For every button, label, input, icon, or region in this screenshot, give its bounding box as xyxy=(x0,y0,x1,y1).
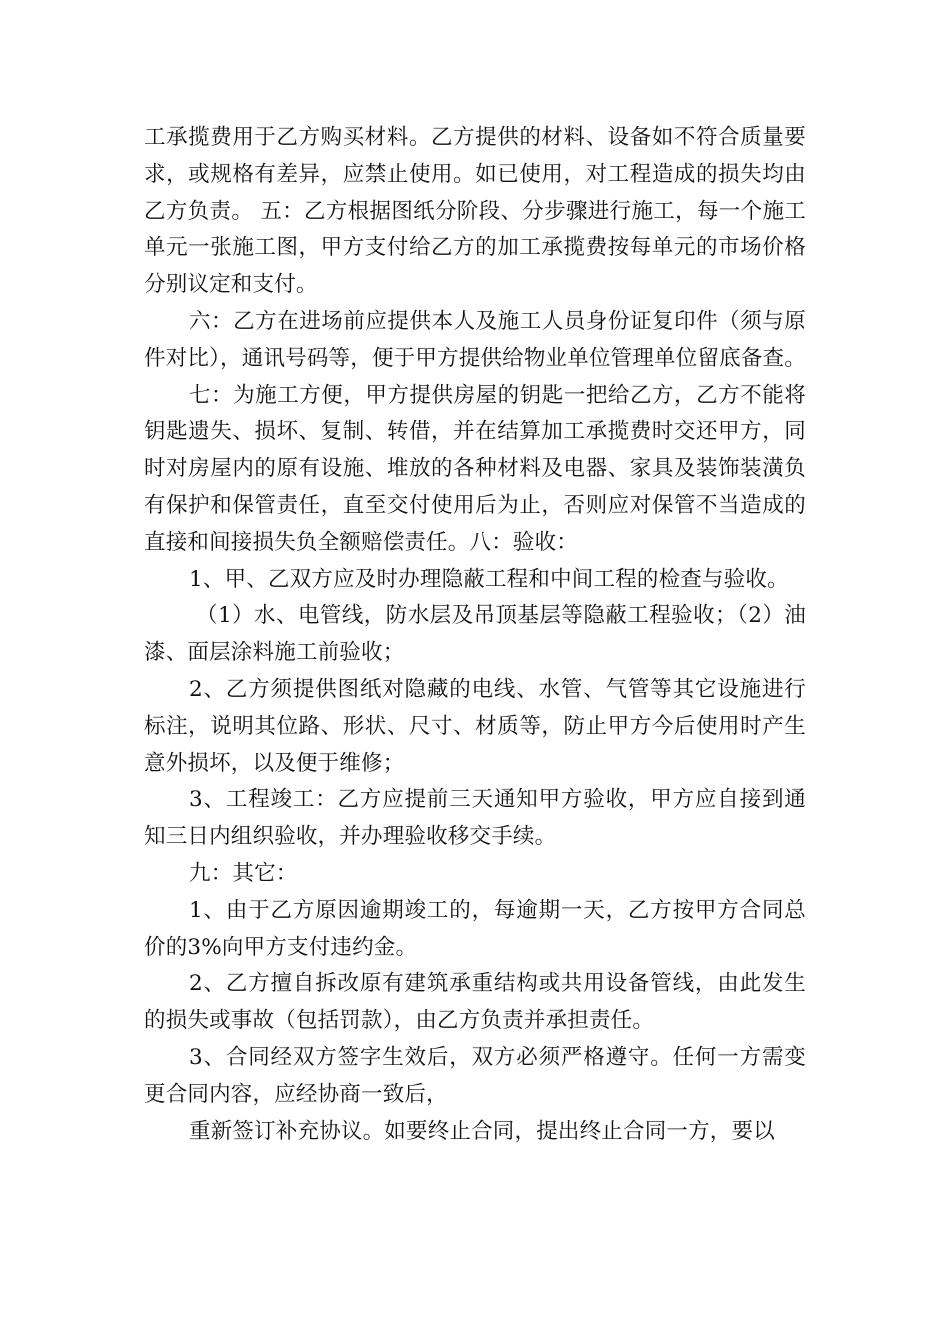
paragraph-acceptance-item-3: 3、工程竣工：乙方应提前三天通知甲方验收，甲方应自接到通知三日内组织验收，并办理验收移交手续。 xyxy=(144,787,806,850)
document-page xyxy=(144,120,806,1150)
paragraph-clause-seven: 七：为施工方便，甲方提供房屋的钥匙一把给乙方，乙方不能将钥匙遗失、损坏、复制、转借，并在结算加工承揽费时交还甲方，同时对房屋内的原有设施、堆放的各种材料及电器、家具及装饰装潢负有保护和保管责任，直至交付使用后为止，否则应对保管不当造成的直接和间接损失负全额赔偿责任。八：验收： xyxy=(144,382,806,555)
paragraph-other-item-2: 2、乙方擅自拆改原有建筑承重结构或共用设备管线，由此发生的损失或事故（包括罚款），由乙方负责并承担责任。 xyxy=(144,971,806,1034)
paragraph-other-item-1: 1、由于乙方原因逾期竣工的，每逾期一天，乙方按甲方合同总价的3%向甲方支付违约金。 xyxy=(144,897,806,960)
paragraph-acceptance-item-1: 1、甲、乙双方应及时办理隐蔽工程和中间工程的检查与验收。 xyxy=(189,566,789,592)
paragraph-continuation: 工承揽费用于乙方购买材料。乙方提供的材料、设备如不符合质量要求，或规格有差异，应禁止使用。如已使用，对工程造成的损失均由乙方负责。 五：乙方根据图纸分阶段、分步骤进行施工，每一个施工单元一张施工图，甲方支付给乙方的加工承揽费按每单元的市场价格分别议定和支付。 xyxy=(144,125,806,298)
paragraph-clause-six: 六：乙方在进场前应提供本人及施工人员身份证复印件（须与原件对比），通讯号码等，便于甲方提供给物业单位管理单位留底备查。 xyxy=(144,308,806,371)
paragraph-acceptance-subitems: （1）水、电管线，防水层及吊顶基层等隐蔽工程验收；（2）油漆、面层涂料施工前验收； xyxy=(144,603,806,666)
paragraph-acceptance-item-2: 2、乙方须提供图纸对隐藏的电线、水管、气管等其它设施进行标注，说明其位路、形状、尺寸、材质等，防止甲方今后使用时产生意外损坏，以及便于维修； xyxy=(144,676,806,776)
paragraph-other-item-3-continued: 重新签订补充协议。如要终止合同，提出终止合同一方，要以 xyxy=(189,1118,775,1144)
paragraph-clause-nine-heading: 九：其它： xyxy=(189,860,298,886)
paragraph-other-item-3: 3、合同经双方签字生效后，双方必须严格遵守。任何一方需变更合同内容，应经协商一致后， xyxy=(144,1044,806,1107)
